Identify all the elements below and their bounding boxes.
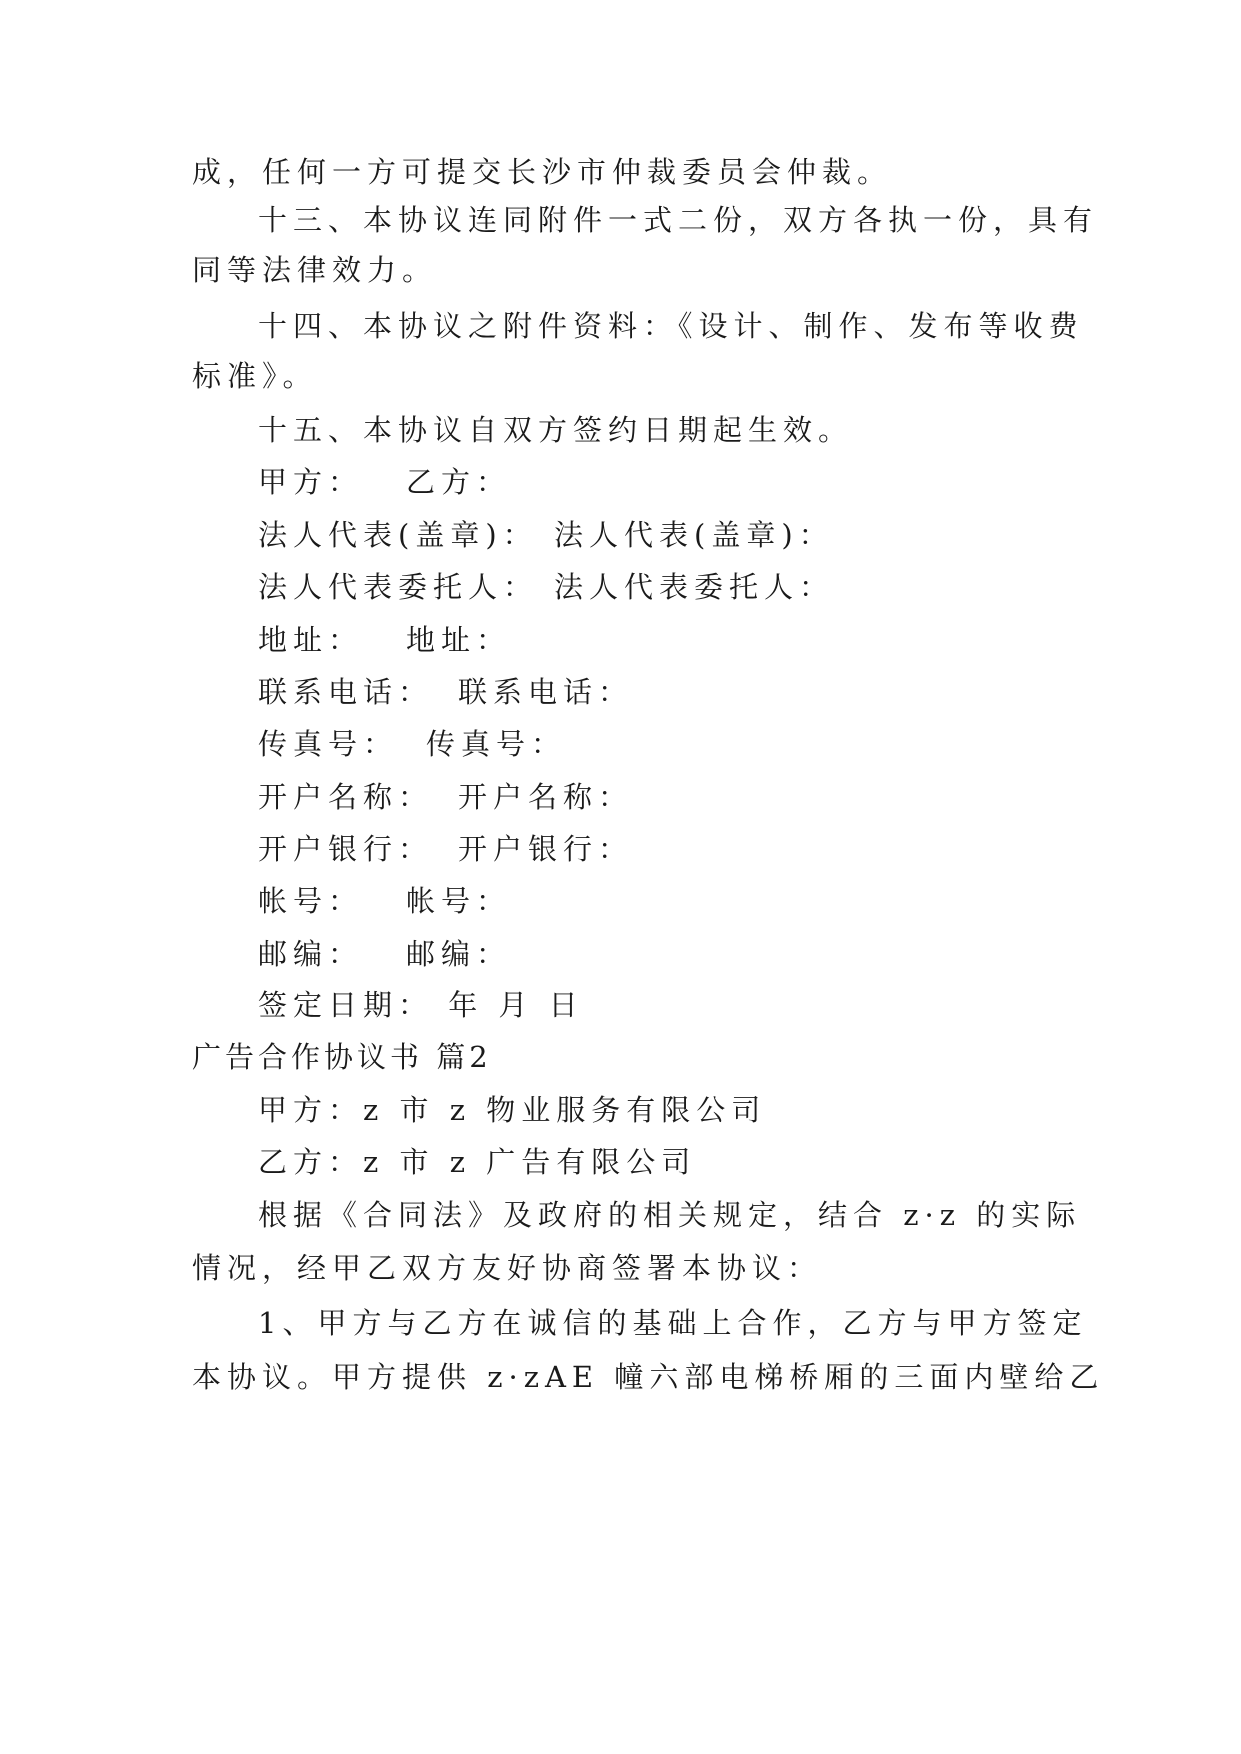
section-2-intro-line-2: 情况，经甲乙双方友好协商签署本协议： — [192, 1251, 823, 1285]
paragraph-15: 十五、本协议自双方签约日期起生效。 — [258, 413, 854, 447]
account-name-b-label: 开户名称： — [458, 780, 634, 814]
legal-rep-a-label: 法人代表(盖章)： — [258, 518, 538, 552]
paragraph-13-line-1: 十三、本协议连同附件一式二份，双方各执一份，具有 — [258, 203, 1099, 237]
section-2-intro-line-1: 根据《合同法》及政府的相关规定，结合 z·z 的实际 — [258, 1198, 1082, 1232]
party-b-label: 乙方： — [406, 465, 512, 499]
signature-row-address — [258, 620, 512, 660]
phone-a-label: 联系电话： — [258, 675, 434, 709]
postcode-b-label: 邮编： — [406, 937, 512, 971]
proxy-b-label: 法人代表委托人： — [554, 570, 835, 604]
address-a-label: 地址： — [258, 623, 364, 657]
signature-row-bank — [258, 829, 634, 869]
account-no-a-label: 帐号： — [258, 884, 364, 918]
signature-row-fax — [258, 724, 567, 764]
signature-row-phone — [258, 672, 634, 712]
paragraph-14-line-2: 标准》。 — [192, 359, 318, 393]
fax-b-label: 传真号： — [426, 727, 567, 761]
party-a-label: 甲方： — [258, 465, 364, 499]
address-b-label: 地址： — [406, 623, 512, 657]
signature-row-postcode — [258, 934, 512, 974]
signature-row-legal-rep — [258, 515, 834, 555]
postcode-a-label: 邮编： — [258, 937, 364, 971]
section-2-item-1-line-2: 本协议。甲方提供 z·zAE 幢六部电梯桥厢的三面内壁给乙 — [192, 1360, 1105, 1394]
paragraph-14-line-1: 十四、本协议之附件资料：《设计、制作、发布等收费 — [258, 309, 1084, 343]
account-name-a-label: 开户名称： — [258, 780, 434, 814]
legal-rep-b-label: 法人代表(盖章)： — [554, 518, 834, 552]
signature-row-account-no — [258, 881, 512, 921]
section-2-party-a: 甲方：z 市 z 物业服务有限公司 — [258, 1093, 767, 1127]
fax-a-label: 传真号： — [258, 727, 399, 761]
paragraph-12-continuation: 成，任何一方可提交长沙市仲裁委员会仲裁。 — [192, 155, 893, 189]
sign-date: 签定日期： 年 月 日 — [258, 988, 584, 1022]
signature-row-party — [258, 462, 512, 502]
bank-b-label: 开户银行： — [458, 832, 634, 866]
proxy-a-label: 法人代表委托人： — [258, 570, 539, 604]
signature-row-account-name — [258, 777, 634, 817]
phone-b-label: 联系电话： — [458, 675, 634, 709]
bank-a-label: 开户银行： — [258, 832, 434, 866]
signature-row-proxy — [258, 567, 835, 607]
section-2-party-b: 乙方：z 市 z 广告有限公司 — [258, 1145, 697, 1179]
section-2-title: 广告合作协议书 篇2 — [192, 1040, 492, 1074]
account-no-b-label: 帐号： — [406, 884, 512, 918]
paragraph-13-line-2: 同等法律效力。 — [192, 253, 438, 287]
section-2-item-1-line-1: 1、甲方与乙方在诚信的基础上合作，乙方与甲方签定 — [258, 1306, 1088, 1340]
